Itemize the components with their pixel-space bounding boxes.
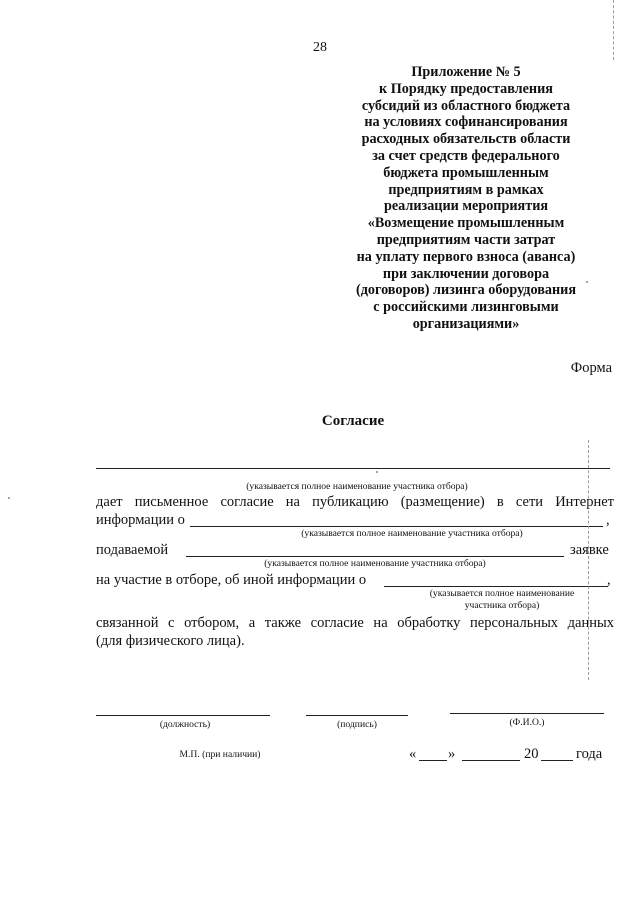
position-caption: (должность)	[159, 719, 211, 730]
full-name-caption: (Ф.И.О.)	[509, 717, 545, 728]
appendix-line: к Порядку предоставления	[379, 80, 553, 97]
scan-artifact-line	[588, 440, 589, 680]
signature-caption: (подпись)	[337, 719, 377, 730]
appendix-line: «Возмещение промышленным	[367, 215, 565, 232]
date-month-field[interactable]	[462, 760, 520, 761]
submitted-field[interactable]	[186, 556, 564, 557]
date-day-field[interactable]	[419, 760, 447, 761]
year-prefix: 20	[524, 746, 539, 762]
scan-artifact-dot	[586, 281, 588, 283]
participant-name-line[interactable]	[96, 468, 610, 469]
participation-hint-1: (указывается полное наименование	[429, 588, 575, 599]
signature-line[interactable]	[306, 715, 408, 716]
page-number: 28	[313, 40, 327, 55]
document-title: Согласие	[321, 413, 385, 429]
date-open-quote: «	[409, 746, 417, 762]
appendix-line: при заключении договора	[382, 265, 550, 282]
submitted-hint: (указывается полное наименование участника отбора)	[264, 558, 486, 569]
participation-field[interactable]	[384, 586, 608, 587]
scan-artifact-line	[613, 0, 614, 60]
appendix-line: реализации мероприятия	[383, 198, 549, 215]
stamp-caption: М.П. (при наличии)	[179, 749, 261, 760]
application-label: заявке	[570, 542, 609, 558]
appendix-line: субсидий из областного бюджета	[361, 97, 571, 114]
physical-person-text: (для физического лица).	[96, 633, 245, 649]
scan-artifact-dot	[8, 497, 10, 499]
participation-label: на участие в отборе, об иной информации о	[96, 572, 367, 588]
scan-artifact-dot	[376, 471, 378, 473]
participant-name-hint: (указывается полное наименование участника отбора)	[246, 481, 468, 492]
appendix-header	[316, 64, 616, 333]
consent-text: дает письменное согласие на публикацию (размещение) в сети Интернет	[96, 494, 614, 510]
year-suffix: года	[576, 746, 603, 762]
appendix-line: предприятиям в рамках	[388, 181, 544, 198]
form-label: Форма	[570, 360, 612, 376]
position-line[interactable]	[96, 715, 270, 716]
appendix-line: организациями»	[412, 315, 520, 332]
full-name-line[interactable]	[450, 713, 604, 714]
appendix-line: расходных обязательств области	[361, 131, 571, 148]
information-about-field[interactable]	[190, 526, 603, 527]
participation-hint-2: участника отбора)	[464, 600, 540, 611]
date-close-quote: »	[448, 746, 456, 762]
information-about-label: информации о	[96, 512, 185, 528]
appendix-line: предприятиям части затрат	[376, 231, 556, 248]
appendix-line: бюджета промышленным	[383, 164, 549, 181]
submitted-label: подаваемой	[96, 542, 169, 558]
date-year-field[interactable]	[541, 760, 573, 761]
appendix-line: (договоров) лизинга оборудования	[355, 282, 576, 299]
appendix-line: на условиях софинансирования	[364, 114, 568, 131]
information-about-hint: (указывается полное наименование участника отбора)	[301, 528, 523, 539]
appendix-line: за счет средств федерального	[372, 147, 560, 164]
comma: ,	[607, 572, 611, 588]
comma: ,	[606, 512, 610, 528]
related-text: связанной с отбором, а также согласие на обработку персональных данных	[96, 615, 614, 631]
appendix-line: на уплату первого взноса (аванса)	[356, 248, 576, 265]
appendix-line: с российскими лизинговыми	[373, 299, 559, 316]
appendix-line: Приложение № 5	[411, 64, 521, 80]
